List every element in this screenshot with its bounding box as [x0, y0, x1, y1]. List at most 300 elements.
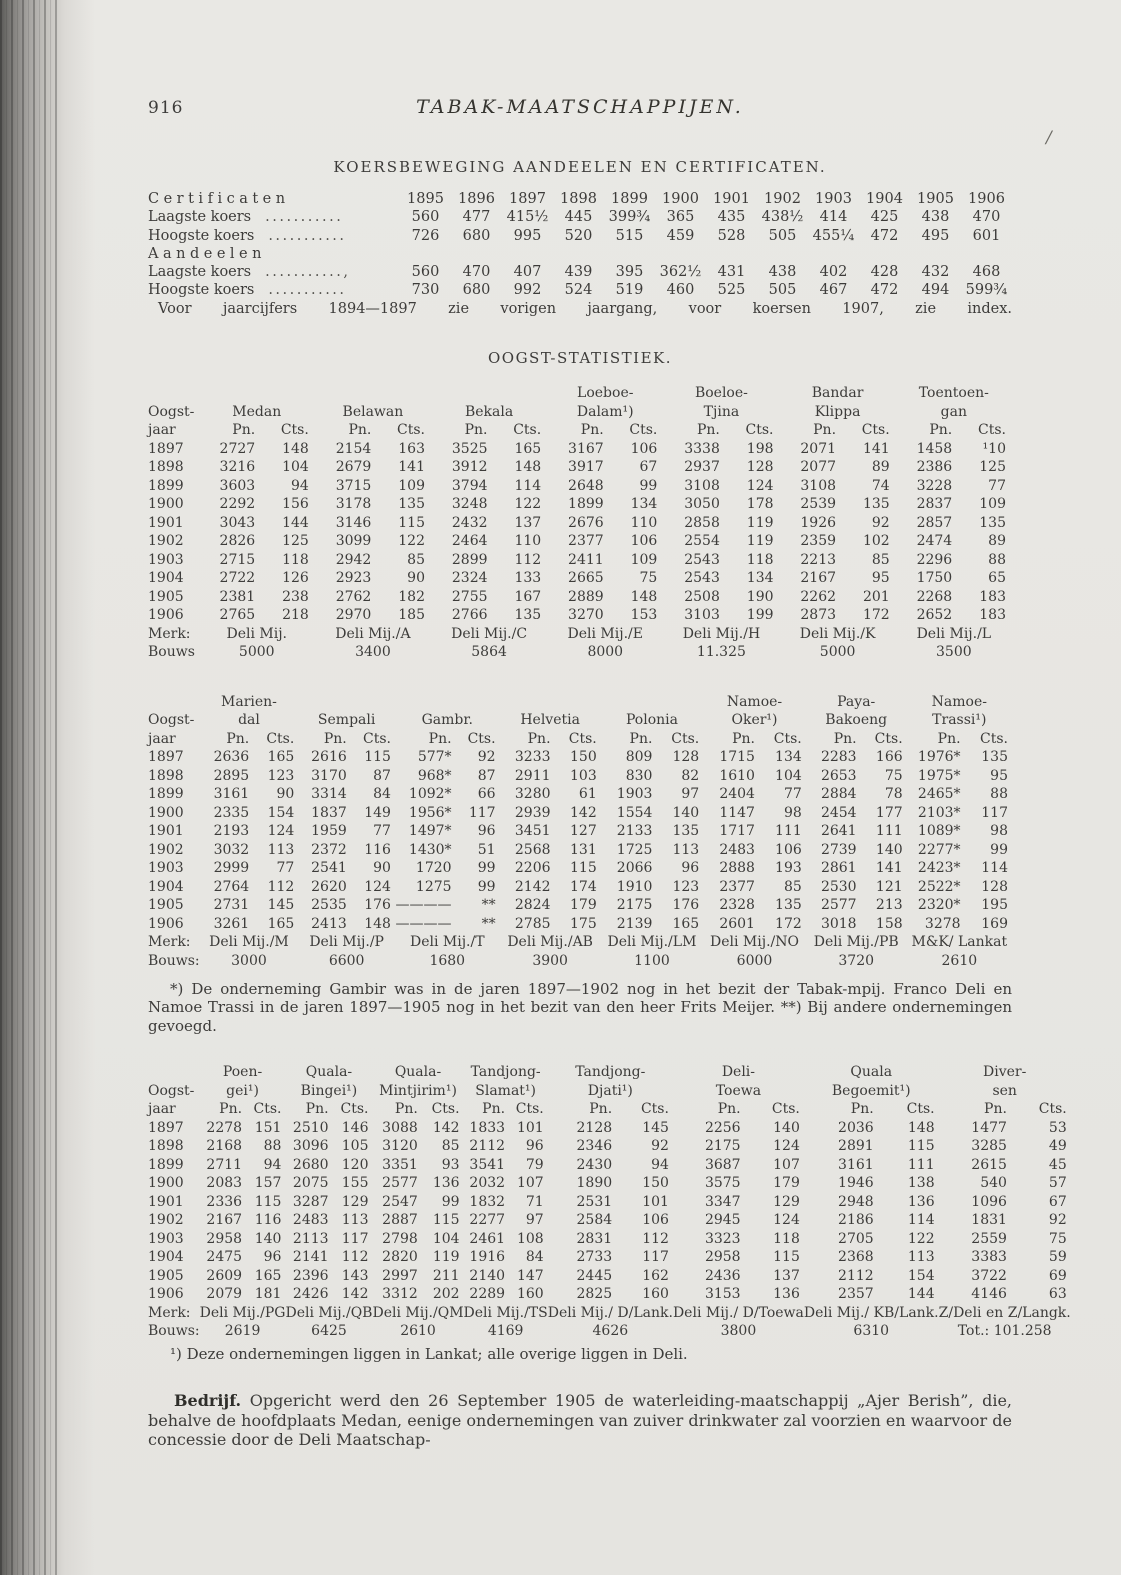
cts-cell: 136: [432, 1175, 460, 1192]
cts-cell: 45: [1048, 1156, 1067, 1173]
cts-cell: 126: [282, 570, 309, 587]
cts-header: Cts.: [874, 730, 903, 747]
cts-cell: ¹10: [982, 440, 1006, 457]
pn-cell: 2141: [292, 1249, 329, 1266]
pn-cell: 3103: [684, 607, 720, 624]
pn-cell: 2445: [576, 1267, 613, 1284]
cts-cell: 96: [477, 823, 496, 840]
estate-name: Bandar: [811, 385, 864, 402]
cts-cell: 106: [775, 841, 802, 858]
pn-cell: 2359: [800, 533, 837, 550]
pn-cell: 2530: [820, 878, 857, 895]
pn-cell: 2861: [820, 860, 857, 877]
estate-header-row-1: [148, 384, 1012, 403]
koers-year-header: 1898: [560, 191, 597, 207]
pn-cell: 2206: [514, 860, 551, 877]
koers-year-header: 1895: [407, 191, 444, 207]
pn-header: Pn.: [984, 1101, 1007, 1118]
pn-cell: 2577: [820, 897, 857, 914]
pn-cell: 2648: [568, 477, 604, 494]
year-cell: 1899: [148, 786, 184, 803]
cts-cell: 124: [773, 1138, 800, 1155]
pn-cell: 1477: [971, 1119, 1007, 1136]
cts-cell: 63: [1048, 1286, 1067, 1303]
cts-cell: 78: [884, 786, 903, 803]
pn-cell: 2175: [616, 897, 653, 914]
year-cell: 1897: [148, 749, 184, 766]
pn-cell: 2999: [213, 860, 250, 877]
estate-name: Paya-: [837, 693, 876, 710]
pn-header: Pn.: [732, 730, 755, 747]
estate-name: Boeloe-: [694, 385, 748, 402]
oogst-data-row: [148, 915, 1012, 934]
merk-cell: Deli Mij./H: [682, 625, 761, 642]
cts-cell: 238: [282, 588, 309, 605]
year-cell: 1906: [148, 607, 184, 624]
cts-cell: 177: [875, 804, 903, 821]
pn-header: Pn.: [937, 730, 961, 747]
cts-cell: 137: [773, 1267, 800, 1284]
pn-cell: 1946: [838, 1175, 874, 1192]
year-col-spacer: [148, 1063, 200, 1082]
cts-cell: 185: [398, 607, 425, 624]
cts-cell: 65: [988, 570, 1006, 587]
estate-name: [395, 693, 500, 712]
koers-year-header: 1899: [611, 191, 648, 207]
pn-cell: 2731: [213, 897, 250, 914]
cts-cell: 94: [291, 477, 309, 494]
year-cell: 1899: [148, 477, 184, 494]
estate-name: Belawan: [342, 403, 404, 420]
pn-cell: 2377: [719, 878, 755, 895]
koers-value-cell: 438: [921, 209, 950, 226]
cts-cell: 118: [773, 1230, 800, 1247]
bouws-cell: 8000: [587, 644, 624, 661]
cts-cell: 165: [267, 749, 295, 766]
dotted-leader: ...........,: [265, 264, 351, 281]
cts-cell: 148: [630, 588, 658, 605]
koers-value-cell: 505: [768, 282, 797, 299]
pn-cell: 1715: [719, 749, 755, 766]
bouws-label: Bouws:: [148, 1323, 200, 1340]
cts-cell: 149: [364, 804, 391, 821]
pn-header: Pn.: [813, 422, 837, 439]
cts-cell: 143: [341, 1267, 369, 1284]
pn-cell: 1089*: [917, 823, 961, 840]
pn-cell: 3912: [451, 459, 488, 476]
bouws-cell: 3800: [720, 1323, 757, 1340]
cts-cell: 115: [364, 749, 391, 766]
merk-cell: Deli Mij./C: [451, 625, 528, 642]
merk-cell: Deli Mij./E: [567, 625, 643, 642]
cts-header: Cts.: [745, 422, 774, 439]
cts-cell: 99: [477, 860, 496, 877]
cts-cell: 114: [514, 477, 542, 494]
cts-cell: 88: [990, 786, 1008, 803]
pn-cell: 2167: [800, 570, 837, 587]
cts-cell: 112: [341, 1249, 369, 1266]
koers-value-cell: 505: [768, 227, 797, 244]
pn-cell: 2193: [213, 823, 250, 840]
pn-cell: 3216: [219, 459, 256, 476]
cts-cell: 135: [981, 749, 1008, 766]
pn-cell: 2715: [219, 551, 256, 568]
pn-cell: 2522*: [917, 878, 961, 895]
pn-cell: 2396: [292, 1267, 329, 1284]
book-binding-shadow: [0, 0, 95, 1575]
cts-cell: 110: [630, 514, 658, 531]
cts-cell: 101: [642, 1193, 669, 1210]
pn-cell: 2262: [800, 588, 837, 605]
oogst-data-row: [148, 477, 1012, 496]
koers-value-cell: 431: [717, 264, 746, 281]
year-cell: 1902: [148, 1212, 184, 1229]
cts-cell: 124: [267, 823, 295, 840]
cts-cell: 123: [267, 767, 295, 784]
bouws-cell: 3900: [532, 952, 568, 969]
bouws-cell: 5000: [238, 644, 275, 661]
pn-cell: 2508: [684, 588, 720, 605]
estate-name: Medan: [232, 403, 282, 420]
year-cell: 1900: [148, 804, 184, 821]
cts-cell: 157: [254, 1175, 282, 1192]
pn-cell: 1832: [469, 1193, 506, 1210]
pn-cell: 2785: [514, 915, 551, 932]
cts-cell: 88: [263, 1138, 282, 1155]
koers-value-cell: 428: [870, 264, 899, 281]
cts-cell: 77: [373, 823, 391, 840]
cts-cell: 135: [398, 496, 425, 513]
bouws-cell: 3500: [936, 644, 972, 661]
cts-cell: 105: [341, 1138, 369, 1155]
year-cell: 1905: [148, 897, 184, 914]
pn-cell: 2283: [820, 749, 857, 766]
estate-name: Namoe-: [931, 693, 987, 710]
year-cell: 1900: [148, 496, 184, 513]
estate-name: Djati¹): [587, 1082, 633, 1099]
bouws-cell: 11.325: [696, 644, 746, 661]
oogst-data-row: [148, 514, 1012, 533]
pn-cell: 1959: [311, 823, 347, 840]
section-heading-koers: KOERSBEWEGING AANDEELEN EN CERTIFICATEN.: [333, 158, 827, 176]
cts-cell: 201: [862, 588, 890, 605]
pn-cell: 1554: [616, 804, 653, 821]
pn-cell: 2474: [916, 533, 953, 550]
cts-header: Cts.: [671, 730, 700, 747]
estate-name: Dalam¹): [576, 403, 634, 420]
pn-cell: 2653: [820, 767, 857, 784]
koers-value-cell: 362½: [659, 264, 702, 281]
koers-value-cell: 470: [972, 209, 1001, 226]
estate-name: [315, 384, 431, 403]
koers-row: [148, 281, 1012, 299]
cts-cell: 148: [514, 459, 542, 476]
cts-header: Cts.: [906, 1101, 935, 1118]
pn-cell: 3161: [213, 786, 250, 803]
cts-cell: 142: [570, 804, 597, 821]
pn-header: Pn.: [482, 1101, 506, 1118]
koers-row-label-text: Laagste koers: [148, 264, 252, 281]
koers-group-label: Aandeelen: [148, 245, 266, 262]
pn-cell: 3278: [924, 915, 961, 932]
pn-cell: 1910: [616, 878, 653, 895]
year-cell: 1904: [148, 878, 184, 895]
pn-cell: 3715: [335, 477, 372, 494]
cts-cell: 128: [672, 749, 700, 766]
cts-cell: 120: [341, 1156, 369, 1173]
cts-cell: 141: [862, 440, 890, 457]
pn-cell: 3314: [311, 786, 347, 803]
estate-name: Namoe-: [726, 693, 783, 710]
pn-cell: 2483: [719, 841, 755, 858]
cts-cell: 92: [871, 514, 890, 531]
cts-cell: 115: [254, 1193, 282, 1210]
koers-value-cell: 459: [666, 227, 695, 244]
cts-cell: 135: [862, 496, 890, 513]
oogst-data-row: [148, 1285, 1071, 1304]
estate-name: Slamat¹): [475, 1082, 536, 1099]
cts-cell: 218: [282, 607, 309, 624]
year-col-header: Oogst-: [148, 403, 195, 420]
cts-cell: 142: [432, 1119, 460, 1136]
pn-cell: 2762: [335, 588, 372, 605]
cts-cell: 127: [570, 823, 597, 840]
pn-cell: 2652: [916, 607, 953, 624]
estate-header-row-2: [148, 403, 1012, 422]
oogst-data-row: [148, 1119, 1071, 1138]
cts-cell: 155: [341, 1175, 369, 1192]
year-cell: 1901: [148, 514, 184, 531]
cts-cell: 199: [746, 607, 774, 624]
merk-cell: Deli Mij./L: [916, 625, 992, 642]
cts-cell: 137: [514, 514, 542, 531]
page-title: TABAK-MAATSCHAPPIJEN.: [416, 96, 744, 118]
cts-cell: 135: [672, 823, 700, 840]
pn-cell: 3541: [469, 1156, 506, 1173]
cts-cell: 195: [981, 897, 1008, 914]
merk-cell: Deli Mij./K: [799, 625, 876, 642]
pn-cell: 2543: [684, 570, 720, 587]
oogst-data-row: [148, 1156, 1071, 1175]
pn-cell: 2891: [838, 1138, 874, 1155]
pn-cell: 3108: [800, 477, 837, 494]
cts-cell: 115: [398, 514, 425, 531]
oogst-data-row: [148, 1230, 1071, 1249]
cts-cell: 96: [681, 860, 700, 877]
year-col-spacer: [148, 693, 200, 712]
bouws-cell: 1680: [429, 952, 466, 969]
pn-cell: 3018: [820, 915, 857, 932]
cts-cell: 135: [514, 607, 542, 624]
pn-cell: 3285: [971, 1138, 1007, 1155]
koers-value-cell: 365: [666, 209, 695, 226]
cts-cell: 113: [267, 841, 295, 858]
cts-cell: 104: [432, 1230, 460, 1247]
pn-cell: 2620: [311, 878, 347, 895]
cts-cell: **: [481, 915, 496, 932]
pn-cell: 2942: [335, 551, 372, 568]
pn-cell: 1975*: [917, 767, 961, 784]
pn-cell: 2676: [568, 514, 604, 531]
pn-cell: 3287: [292, 1193, 329, 1210]
year-cell: 1897: [148, 440, 184, 457]
cts-cell: 118: [746, 551, 774, 568]
cts-cell: 104: [775, 767, 802, 784]
oogst-data-row: [148, 1193, 1071, 1212]
koers-value-cell: 455¼: [812, 227, 855, 244]
cts-cell: 99: [477, 878, 496, 895]
cts-header: Cts.: [397, 422, 425, 439]
cts-cell: 181: [254, 1286, 282, 1303]
koers-row-label: [148, 281, 400, 299]
pn-header: Pn.: [929, 422, 953, 439]
cts-cell: 84: [373, 786, 391, 803]
pn-cell: 2032: [469, 1175, 506, 1192]
estate-name: Quala-: [394, 1064, 442, 1081]
merk-cell: Deli Mij./LM: [607, 934, 697, 951]
merk-cell: Deli Mij./P: [309, 934, 384, 951]
cts-cell: 84: [525, 1249, 544, 1266]
year-col-spacer: [148, 384, 199, 403]
cts-cell: 165: [267, 915, 295, 932]
cts-cell: 75: [639, 570, 658, 587]
estate-name: [500, 693, 601, 712]
koers-value-cell: 992: [513, 282, 542, 299]
oogst-data-row: [148, 1137, 1071, 1156]
bouws-cell: 1100: [634, 952, 670, 969]
pn-cell: 2887: [382, 1212, 418, 1229]
cts-cell: 98: [783, 804, 802, 821]
cts-cell: 89: [988, 533, 1006, 550]
cts-cell: 129: [341, 1193, 369, 1210]
cts-cell: 51: [477, 841, 496, 858]
page-content: [148, 96, 1071, 1450]
bouws-cell: 2610: [400, 1323, 436, 1340]
pn-cell: 3270: [568, 607, 604, 624]
bouws-cell: 6000: [736, 952, 773, 969]
cts-cell: 96: [525, 1138, 544, 1155]
pn-cell: 2404: [719, 786, 755, 803]
cts-cell: 147: [516, 1267, 544, 1284]
pn-cell: 2911: [514, 767, 551, 784]
merk-label: Merk:: [148, 625, 191, 642]
year-col-header: jaar: [148, 730, 176, 747]
estate-header-row-2: [148, 1082, 1071, 1101]
cts-cell: 131: [570, 841, 597, 858]
cts-header: Cts.: [515, 1101, 544, 1118]
pn-cell: 2764: [213, 878, 250, 895]
cts-cell: 134: [630, 496, 658, 513]
cts-cell: 112: [267, 878, 295, 895]
pn-header: Pn.: [226, 730, 250, 747]
pn-cell: 2727: [219, 440, 256, 457]
pn-cell: 2958: [206, 1230, 243, 1247]
estate-name: [431, 384, 547, 403]
pn-cell: 3917: [568, 459, 604, 476]
cts-cell: 135: [979, 514, 1006, 531]
cts-cell: **: [481, 897, 496, 914]
bouws-cell: 6310: [853, 1323, 890, 1340]
pn-cell: 2510: [292, 1119, 329, 1136]
koers-row-label: [148, 227, 400, 245]
pn-cell: 3050: [684, 496, 720, 513]
pn-header: Pn.: [219, 1101, 243, 1118]
estate-name: Quala: [850, 1064, 893, 1081]
cts-cell: 141: [398, 459, 425, 476]
cts-cell: 183: [979, 588, 1006, 605]
cts-cell: 117: [981, 804, 1008, 821]
estate-name: Bakoeng: [825, 712, 888, 729]
cts-cell: 75: [884, 767, 903, 784]
estate-name: Oker¹): [731, 712, 778, 729]
cts-cell: 198: [746, 440, 774, 457]
bedrijf-paragraph-text: Opgericht werd den 26 September 1905 de waterleiding-maatschappij „Ajer Berish”, die, behalve de hoofdplaats Medan, eenige ondernemingen van zuiver drinkwater zal voorzien en waarvoor de concessie door de Deli Maatschap-: [148, 1391, 1013, 1450]
pn-cell: 2346: [576, 1138, 613, 1155]
cts-cell: 193: [775, 860, 802, 877]
cts-cell: 121: [875, 878, 903, 895]
cts-cell: 156: [282, 496, 309, 513]
cts-cell: 101: [516, 1119, 544, 1136]
pn-header: Pn.: [850, 1101, 874, 1118]
oogst-data-row: [148, 841, 1012, 860]
merk-cell: Deli Mij./ D/Toewa: [672, 1304, 804, 1321]
year-cell: 1905: [148, 588, 184, 605]
pn-cell: 2411: [568, 551, 604, 568]
koers-value-cell: 515: [615, 227, 644, 244]
estate-name: Quala-: [305, 1064, 353, 1081]
cts-cell: 96: [263, 1249, 282, 1266]
estate-name: Gambr.: [421, 712, 473, 729]
pn-cell: 2292: [219, 496, 256, 513]
pn-cell: 2568: [514, 841, 551, 858]
cts-cell: 148: [907, 1119, 935, 1136]
cts-header: Cts.: [513, 422, 542, 439]
merk-cell: Deli Mij.: [226, 625, 287, 642]
pn-cell: 1092*: [408, 786, 452, 803]
koers-value-cell: 995: [513, 227, 542, 244]
cts-cell: 129: [773, 1193, 800, 1210]
koers-value-cell: 472: [870, 282, 899, 299]
pn-cell: 2895: [213, 767, 250, 784]
cts-cell: 117: [341, 1230, 369, 1247]
cts-cell: 88: [988, 551, 1006, 568]
pn-cell: ————: [395, 897, 452, 914]
pn-cell: 2077: [800, 459, 837, 476]
cts-cell: 66: [477, 786, 496, 803]
bouws-cell: 5864: [471, 644, 507, 661]
estate-name: Helvetia: [520, 712, 580, 729]
pn-cell: 2559: [971, 1230, 1007, 1247]
pn-cell: 2454: [820, 804, 857, 821]
koers-value-cell: 407: [513, 264, 542, 281]
dotted-leader: ...........: [268, 282, 347, 299]
cts-cell: 124: [746, 477, 774, 494]
cts-cell: 118: [282, 551, 309, 568]
oogst-data-row: [148, 532, 1012, 551]
cts-cell: 179: [570, 897, 597, 914]
bedrijf-paragraph: [148, 1391, 1012, 1450]
cts-cell: 82: [681, 767, 700, 784]
pn-cell: 2475: [206, 1249, 243, 1266]
year-cell: 1902: [148, 841, 184, 858]
pn-cell: 2368: [838, 1249, 874, 1266]
cts-cell: 79: [525, 1156, 544, 1173]
pn-cell: 3603: [219, 477, 256, 494]
pn-cell: 3575: [704, 1175, 741, 1192]
cts-cell: 97: [525, 1212, 544, 1229]
pn-cell: 1837: [311, 804, 347, 821]
year-cell: 1900: [148, 1175, 184, 1192]
